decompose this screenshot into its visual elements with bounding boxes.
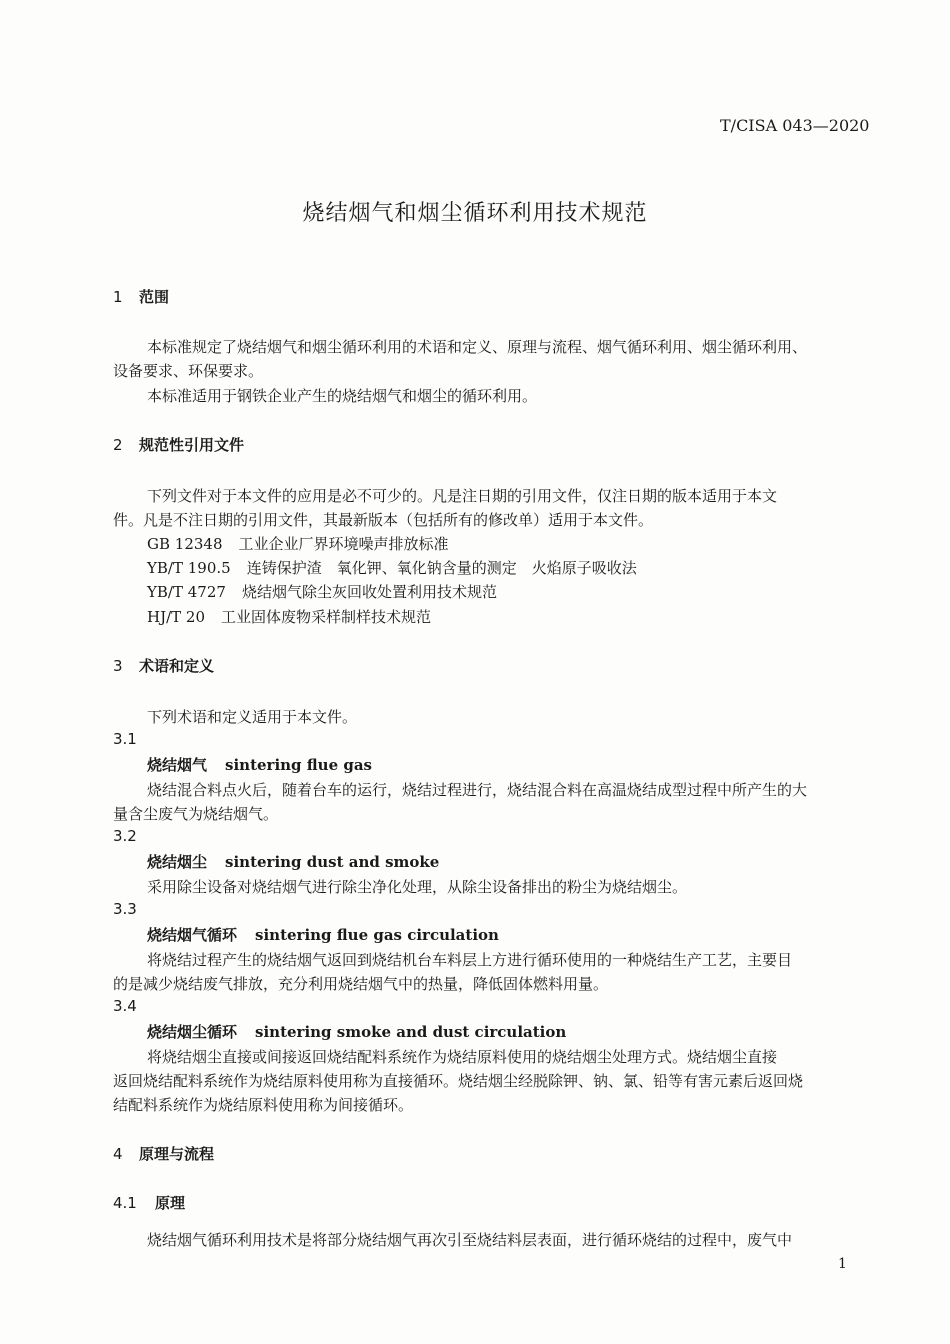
term-number: 3.1 xyxy=(113,730,137,748)
paragraph-line: 件。凡是不注日期的引用文件，其最新版本（包括所有的修改单）适用于本文件。 xyxy=(113,511,654,529)
term-en: sintering flue gas xyxy=(225,756,372,774)
section-1-heading xyxy=(113,286,169,307)
term-heading xyxy=(147,924,499,945)
term-cn: 烧结烟尘 xyxy=(147,853,208,871)
definition-line: 的是减少烧结废气排放，充分利用烧结烟气中的热量，降低固体燃料用量。 xyxy=(113,975,609,993)
section-4-heading xyxy=(113,1143,214,1164)
term-cn: 烧结烟气循环 xyxy=(147,926,238,944)
reference-item xyxy=(147,606,431,627)
reference-title: 工业固体废物采样制样技术规范 xyxy=(221,608,432,626)
section-number: 4 xyxy=(113,1145,123,1163)
term-cn: 烧结烟气 xyxy=(147,756,208,774)
definition-line: 结配料系统作为烧结原料使用称为间接循环。 xyxy=(113,1096,414,1114)
section-2-heading xyxy=(113,434,244,455)
section-title: 术语和定义 xyxy=(139,657,215,675)
reference-item xyxy=(147,581,497,602)
paragraph-line: 本标准规定了烧结烟气和烟尘循环利用的术语和定义、原理与流程、烟气循环利用、烟尘循环利用、 xyxy=(147,338,808,356)
paragraph-line: 设备要求、环保要求。 xyxy=(113,362,264,380)
definition-line: 采用除尘设备对烧结烟气进行除尘净化处理，从除尘设备排出的粉尘为烧结烟尘。 xyxy=(147,878,688,896)
term-heading xyxy=(147,754,372,775)
document-code: T/CISA 043—2020 xyxy=(720,116,870,135)
subsection-4-1-heading xyxy=(113,1192,185,1213)
section-number: 3 xyxy=(113,657,123,675)
section-number: 2 xyxy=(113,436,123,454)
term-en: sintering smoke and dust circulation xyxy=(255,1023,567,1041)
paragraph-line: 烧结烟气循环利用技术是将部分烧结烟气再次引至烧结料层表面，进行循环烧结的过程中，废气中 xyxy=(147,1231,793,1249)
reference-title: 工业企业厂界环境噪声排放标准 xyxy=(238,535,449,553)
definition-line: 量含尘废气为烧结烟气。 xyxy=(113,805,279,823)
term-heading xyxy=(147,851,439,872)
term-en: sintering dust and smoke xyxy=(225,853,440,871)
definition-line: 将烧结过程产生的烧结烟气返回到烧结机台车料层上方进行循环使用的一种烧结生产工艺，主要目 xyxy=(147,951,793,969)
definition-line: 将烧结烟尘直接或间接返回烧结配料系统作为烧结原料使用的烧结烟尘处理方式。烧结烟尘直接 xyxy=(147,1048,778,1066)
term-cn: 烧结烟尘循环 xyxy=(147,1023,238,1041)
paragraph-line: 本标准适用于钢铁企业产生的烧结烟气和烟尘的循环利用。 xyxy=(147,387,538,405)
definition-line: 烧结混合料点火后，随着台车的运行，烧结过程进行，烧结混合料在高温烧结成型过程中所产生的大 xyxy=(147,781,808,799)
reference-code: HJ/T 20 xyxy=(147,608,206,626)
subsection-title: 原理 xyxy=(155,1194,186,1212)
document-title: 烧结烟气和烟尘循环利用技术规范 xyxy=(302,201,648,226)
reference-item xyxy=(147,557,637,578)
term-en: sintering flue gas circulation xyxy=(255,926,499,944)
paragraph-line: 下列文件对于本文件的应用是必不可少的。凡是注日期的引用文件，仅注日期的版本适用于本文 xyxy=(147,487,778,505)
section-title: 范围 xyxy=(139,288,170,306)
term-heading xyxy=(147,1021,566,1042)
term-number: 3.3 xyxy=(113,900,137,918)
term-number: 3.4 xyxy=(113,997,137,1015)
definition-line: 返回烧结配料系统作为烧结原料使用称为直接循环。烧结烟尘经脱除钾、钠、氯、铅等有害元素后返回烧 xyxy=(113,1072,804,1090)
section-number: 1 xyxy=(113,288,123,306)
reference-code: GB 12348 xyxy=(147,535,223,553)
subsection-number: 4.1 xyxy=(113,1194,137,1212)
reference-title: 连铸保护渣 氧化钾、氧化钠含量的测定 火焰原子吸收法 xyxy=(246,559,637,577)
reference-code: YB/T 190.5 xyxy=(147,559,231,577)
paragraph-line: 下列术语和定义适用于本文件。 xyxy=(147,708,358,726)
reference-item xyxy=(147,533,449,554)
page-number: 1 xyxy=(838,1256,847,1272)
section-title: 原理与流程 xyxy=(139,1145,215,1163)
section-3-heading xyxy=(113,655,214,676)
reference-title: 烧结烟气除尘灰回收处置利用技术规范 xyxy=(241,583,497,601)
term-number: 3.2 xyxy=(113,827,137,845)
section-title: 规范性引用文件 xyxy=(139,436,245,454)
reference-code: YB/T 4727 xyxy=(147,583,226,601)
